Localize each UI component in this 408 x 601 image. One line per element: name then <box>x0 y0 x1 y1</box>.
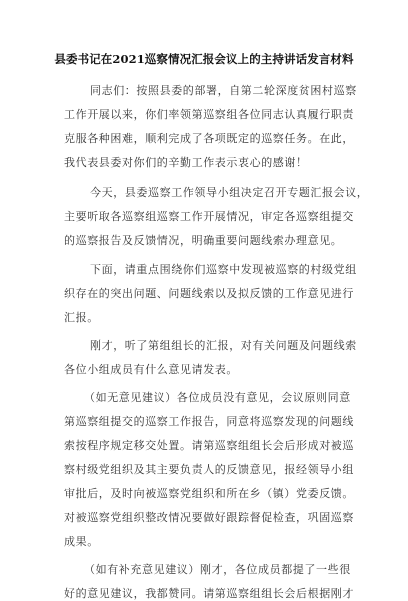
paragraph-line: 汇报。 <box>64 311 99 324</box>
paragraph-line: 克服各种困难，顺利完成了各项既定的巡察任务。在此， <box>64 132 354 145</box>
paragraph-line: 审批后，及时向被巡察党组织和所在乡（镇）党委反馈。 <box>64 487 354 500</box>
document-title: 县委书记在2021巡察情况汇报会议上的主持讲话发言材料 <box>54 52 354 66</box>
paragraph-line: 同志们：按照县委的部署，自第二轮深度贫困村巡察 <box>90 84 357 97</box>
paragraph-line: 成果。 <box>64 535 99 548</box>
paragraph-line: 索按程序规定移交处置。请第巡察组组长会后形成对被巡 <box>64 439 354 452</box>
paragraph-line: （如无意见建议）各位成员没有意见，会议原则同意 <box>84 391 351 404</box>
paragraph-line: 各位小组成员有什么意见请发表。 <box>64 363 238 376</box>
paragraph-line: 的巡察报告及反馈情况，明确重要问题线索办理意见。 <box>64 234 343 247</box>
paragraph-line: 主要听取各巡察组巡察工作开展情况，审定各巡察组提交 <box>64 210 354 223</box>
paragraph-line: 刚才，听了第组组长的汇报，对有关问题及问题线索 <box>90 339 357 352</box>
paragraph-line: 今天，县委巡察工作领导小组决定召开专题汇报会议， <box>90 186 369 199</box>
paragraph-line: 第巡察组提交的巡察工作报告，同意将巡察发现的问题线 <box>64 415 354 428</box>
paragraph-line: 下面，请重点围绕你们巡察中发现被巡察的村级党组 <box>90 263 357 276</box>
paragraph-line: 工作开展以来，你们率领第巡察组各位同志认真履行职责 <box>64 108 354 121</box>
paragraph-line: 我代表县委对你们的辛勤工作表示衷心的感谢！ <box>64 156 308 169</box>
paragraph-line: 好的意见建议，我都赞同。请第巡察组组长会后根据刚才 <box>64 587 354 600</box>
paragraph-line: 织存在的突出问题、问题线索以及拟反馈的工作意见进行 <box>64 287 354 300</box>
paragraph-line: 察村级党组织及其主要负责人的反馈意见，报经领导小组 <box>64 463 354 476</box>
paragraph-line: 对被巡察党组织整改情况要做好跟踪督促检查，巩固巡察 <box>64 511 354 524</box>
paragraph-line: （如有补充意见建议）刚才，各位成员都提了一些很 <box>84 563 351 576</box>
